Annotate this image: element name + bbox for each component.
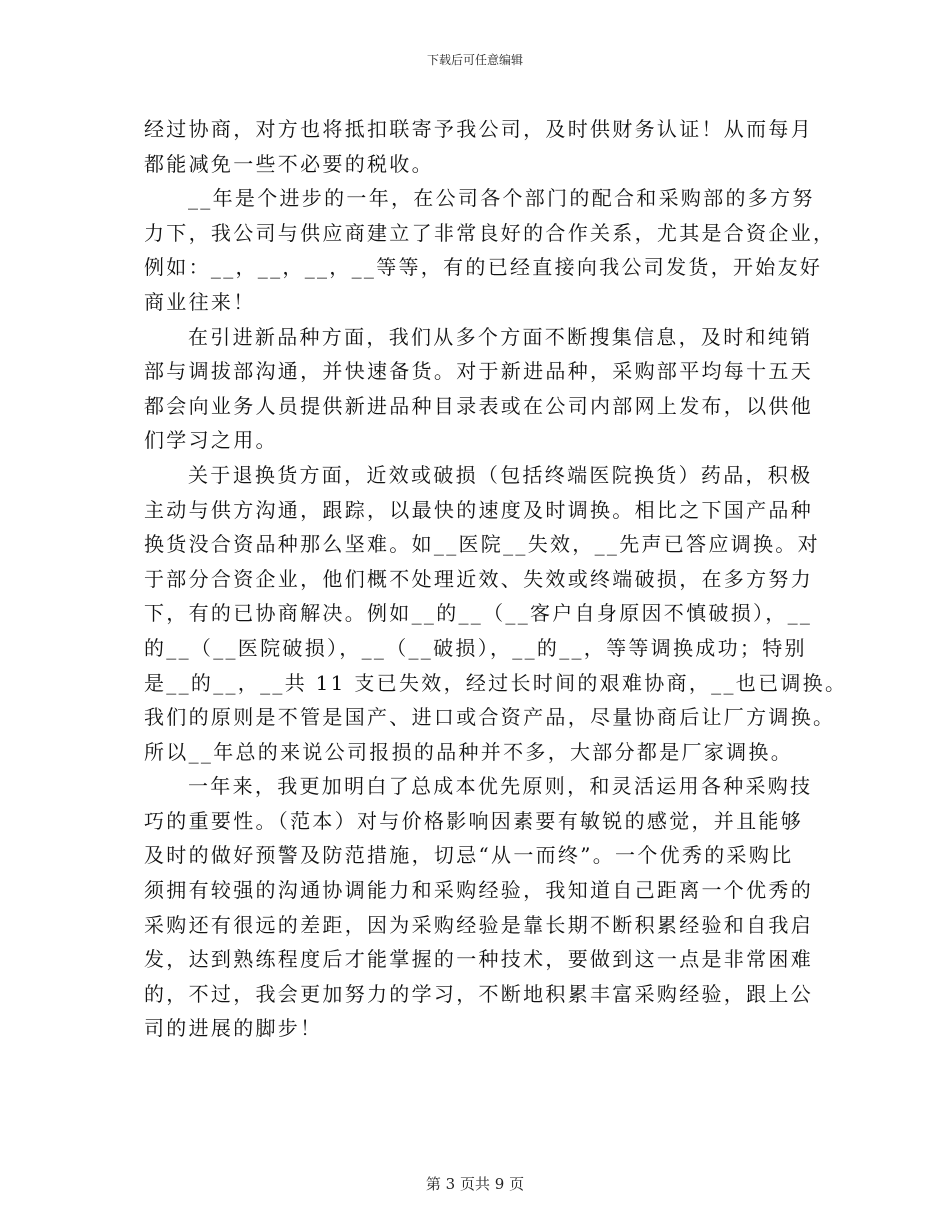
page-footer: 第 3 页共 9 页 (425, 1175, 525, 1193)
text-line: 是__的__，__共 11 支已失效，经过长时间的艰难协商，__也已调换。 (144, 670, 848, 695)
text-line: 巧的重要性。（范本）对与价格影响因素要有敏锐的感觉，并且能够 (144, 808, 803, 833)
text-line: 及时的做好预警及防范措施，切忌“从一而终”。一个优秀的采购比 (144, 843, 794, 868)
text-line: 关于退换货方面，近效或破损（包括终端医院换货）药品，积极 (188, 462, 813, 487)
text-line: 我们的原则是不管是国产、进口或合资产品，尽量协商后让厂方调换。 (144, 705, 836, 730)
text-line: 采购还有很远的差距，因为采购经验是靠长期不断积累经验和自我启 (144, 912, 813, 937)
text-line: 于部分合资企业，他们概不处理近效、失效或终端破损，在多方努力 (144, 566, 813, 591)
text-line: 都会向业务人员提供新进品种目录表或在公司内部网上发布，以供他 (144, 393, 813, 418)
text-line: 下，有的已协商解决。例如__的__（__客户自身原因不慎破损），__ (144, 601, 813, 626)
text-line: 发，达到熟练程度后才能掌握的一种技术，要做到这一点是非常困难 (144, 947, 813, 972)
text-line: 主动与供方沟通，跟踪，以最快的速度及时调换。相比之下国产品种 (144, 497, 813, 522)
text-line: 商业往来！ (144, 289, 256, 314)
body-text (144, 112, 848, 1046)
text-line: 须拥有较强的沟通协调能力和采购经验，我知道自己距离一个优秀的 (144, 878, 813, 903)
text-line: 例如：__，__，__，__等等，有的已经直接向我公司发货，开始友好 (144, 255, 823, 280)
text-line: 换货没合资品种那么坚难。如__医院__失效，__先声已答应调换。对 (144, 532, 820, 557)
text-line: 一年来，我更加明白了总成本优先原则，和灵活运用各种采购技 (188, 774, 813, 799)
text-line: 都能减免一些不必要的税收。 (144, 151, 434, 176)
text-line: 力下，我公司与供应商建立了非常良好的合作关系，尤其是合资企业， (144, 220, 836, 245)
text-line: 所以__年总的来说公司报损的品种并不多，大部分都是厂家调换。 (144, 739, 793, 764)
text-line: 部与调拔部沟通，并快速备货。对于新进品种，采购部平均每十五天 (144, 359, 813, 384)
text-line: 的，不过，我会更加努力的学习，不断地积累丰富采购经验，跟上公 (144, 981, 813, 1006)
text-line: 的__（__医院破损），__（__破损），__的__，等等调换成功；特别 (144, 635, 807, 660)
text-line: 在引进新品种方面，我们从多个方面不断搜集信息，及时和纯销 (188, 324, 813, 349)
page-header: 下载后可任意编辑 (426, 53, 523, 67)
text-line: 司的进展的脚步！ (144, 1016, 323, 1041)
text-line: 们学习之用。 (144, 428, 278, 453)
text-line: __年是个进步的一年，在公司各个部门的配合和采购部的多方努 (188, 186, 815, 211)
text-line: 经过协商，对方也将抵扣联寄予我公司，及时供财务认证！从而每月 (144, 117, 813, 141)
